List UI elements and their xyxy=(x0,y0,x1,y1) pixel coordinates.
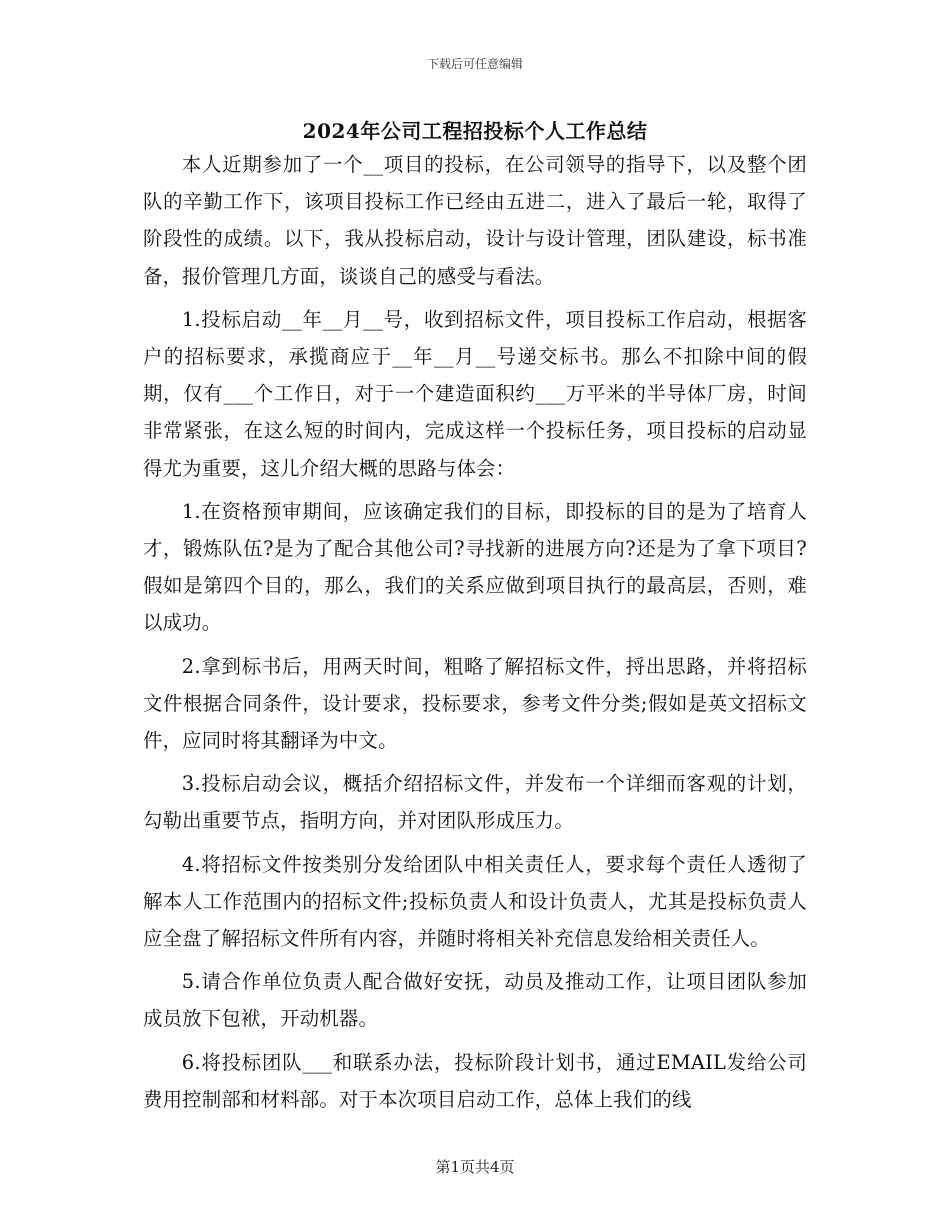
paragraph-point-6: 6.将投标团队___和联系办法，投标阶段计划书，通过EMAIL发给公司费用控制部和材料部。对于本次项目启动工作，总体上我们的线 xyxy=(143,1050,807,1111)
paragraph-point-4: 4.将招标文件按类别分发给团队中相关责任人，要求每个责任人透彻了解本人工作范围内的招标文件;投标负责人和设计负责人，尤其是投标负责人应全盘了解招标文件所有内容，并随时将相关补充信息发给相关责任人。 xyxy=(143,852,807,951)
paragraph-point-2: 2.拿到标书后，用两天时间，粗略了解招标文件，捋出思路，并将招标文件根据合同条件，设计要求，投标要求，参考文件分类;假如是英文招标文件，应同时将其翻译为中文。 xyxy=(143,654,807,753)
document-title: 2024年公司工程招投标个人工作总结 xyxy=(302,119,648,143)
paragraph-point-1: 1.在资格预审期间，应该确定我们的目标，即投标的目的是为了培育人才，锻炼队伍?是为了配合其他公司?寻找新的进展方向?还是为了拿下项目?假如是第四个目的，那么，我们的关系应做到项目执行的最高层，否则，难以成功。 xyxy=(143,499,807,635)
document-body xyxy=(143,146,807,1118)
page-indicator: 第1页共4页 xyxy=(435,1158,515,1176)
paragraph-intro: 本人近期参加了一个__项目的投标，在公司领导的指导下，以及整个团队的辛勤工作下，该项目投标工作已经由五进二，进入了最后一轮，取得了阶段性的成绩。以下，我从投标启动，设计与设计管理，团队建设，标书准备，报价管理几方面，谈谈自己的感受与看法。 xyxy=(143,153,807,288)
header-note: 下载后可任意编辑 xyxy=(426,57,523,71)
paragraph-point-5: 5.请合作单位负责人配合做好安抚，动员及推动工作，让项目团队参加成员放下包袱，开动机器。 xyxy=(143,970,807,1031)
paragraph-point-3: 3.投标启动会议，概括介绍招标文件，并发布一个详细而客观的计划，勾勒出重要节点，指明方向，并对团队形成压力。 xyxy=(143,772,807,833)
paragraph-bid-launch: 1.投标启动__年__月__号，收到招标文件，项目投标工作启动，根据客户的招标要求，承揽商应于__年__月__号递交标书。那么不扣除中间的假期，仅有___个工作日，对于一个建造面积约___万平米的半导体厂房，时间非常紧张，在这么短的时间内，完成这样一个投标任务，项目投标的启动显得尤为重要，这儿介绍大概的思路与体会： xyxy=(143,307,807,480)
